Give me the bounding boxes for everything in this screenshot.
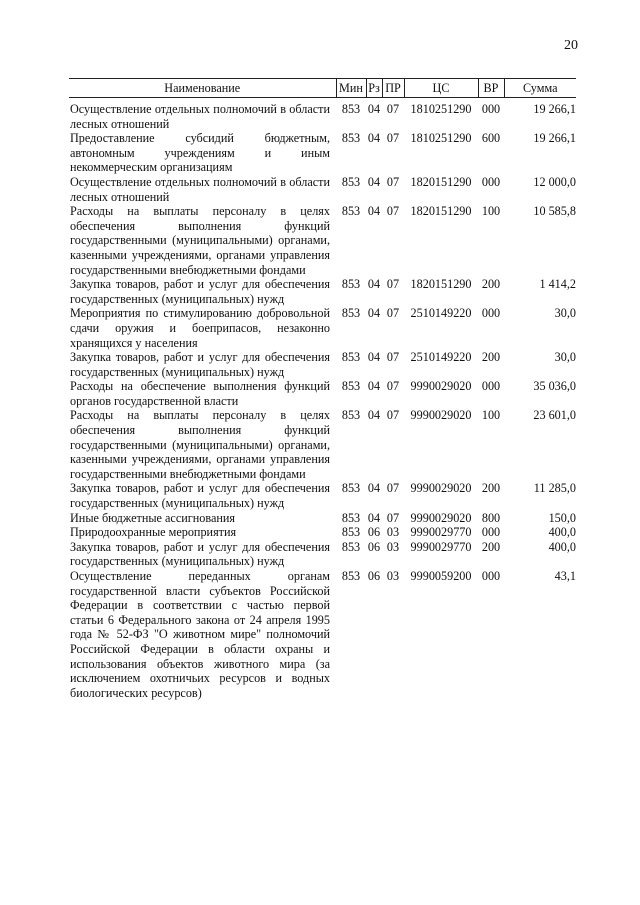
header-min: Мин: [336, 79, 366, 98]
row-pr: 07: [386, 379, 400, 394]
row-pr: 07: [386, 481, 400, 496]
header-vr: ВР: [478, 79, 504, 98]
row-name: Расходы на выплаты персоналу в целях обеспечения выполнения функций государственными (муниципальными) органами, казенными учреждениями, органами управления государственными внебюджетными фондами: [70, 204, 330, 277]
row-cs: 2510149220: [410, 306, 472, 321]
table-row: [69, 379, 576, 408]
table-row: [69, 511, 576, 526]
row-pr: 03: [386, 525, 400, 540]
row-cs: 9990029020: [410, 379, 472, 394]
row-pr: 07: [386, 102, 400, 116]
row-vr: 100: [481, 204, 501, 219]
row-sum: 10 585,8: [533, 204, 576, 219]
row-vr: 200: [481, 277, 501, 292]
table-row: [69, 540, 576, 569]
row-vr: 000: [481, 102, 501, 116]
row-rz: 04: [367, 131, 381, 146]
row-cs: 9990029020: [410, 481, 472, 496]
row-cs: 1820151290: [410, 277, 472, 292]
row-name: Осуществление отдельных полномочий в области лесных отношений: [70, 102, 330, 131]
row-sum: 23 601,0: [533, 408, 576, 423]
row-min: 853: [341, 569, 361, 583]
row-sum: 43,1: [554, 569, 576, 583]
row-rz: 06: [367, 569, 381, 583]
table-row: [69, 204, 576, 277]
row-name: Закупка товаров, работ и услуг для обеспечения государственных (муниципальных) нужд: [70, 277, 330, 306]
row-min: 853: [341, 408, 361, 423]
row-min: 853: [341, 277, 361, 292]
header-rz: Рз: [366, 79, 382, 98]
row-pr: 07: [386, 204, 400, 219]
row-name: Закупка товаров, работ и услуг для обеспечения государственных (муниципальных) нужд: [70, 481, 330, 511]
row-pr: 07: [386, 174, 400, 189]
row-cs: 9990029770: [410, 525, 472, 540]
table-row: [69, 102, 576, 131]
page-number: 20: [564, 38, 578, 53]
row-sum: 35 036,0: [533, 379, 576, 394]
row-min: 853: [341, 102, 361, 116]
row-sum: 30,0: [554, 306, 576, 321]
row-cs: 9990029020: [410, 408, 472, 423]
row-name: Иные бюджетные ассигнования: [70, 510, 236, 525]
row-sum: 11 285,0: [533, 481, 576, 496]
row-rz: 04: [367, 102, 381, 116]
row-sum: 12 000,0: [533, 174, 576, 189]
row-min: 853: [341, 174, 361, 189]
row-pr: 03: [386, 569, 400, 583]
budget-table: [69, 78, 576, 700]
row-vr: 100: [481, 408, 501, 423]
row-pr: 07: [386, 510, 400, 525]
row-pr: 07: [386, 350, 400, 365]
row-cs: 2510149220: [410, 350, 472, 365]
row-rz: 06: [367, 525, 381, 540]
header-cs: ЦС: [404, 79, 478, 98]
row-pr: 07: [386, 408, 400, 423]
row-name: Природоохранные мероприятия: [70, 525, 237, 540]
table-row: [69, 277, 576, 306]
row-min: 853: [341, 510, 361, 525]
row-cs: 1810251290: [410, 131, 472, 146]
row-name: Осуществление отдельных полномочий в области лесных отношений: [70, 174, 330, 204]
table-row: [69, 569, 576, 700]
row-vr: 000: [481, 306, 501, 321]
row-min: 853: [341, 525, 361, 540]
row-name: Расходы на выплаты персоналу в целях обеспечения выполнения функций государственными (муниципальными) органами, казенными учреждениями, органами управления государственными внебюджетными фондами: [70, 408, 330, 481]
table-row: [69, 481, 576, 510]
header-pr: ПР: [382, 79, 404, 98]
row-min: 853: [341, 539, 361, 554]
row-vr: 600: [481, 131, 501, 146]
row-rz: 04: [367, 204, 381, 219]
row-cs: 9990029020: [410, 510, 472, 525]
row-vr: 200: [481, 539, 501, 554]
row-vr: 000: [481, 379, 501, 394]
table-row: [69, 525, 576, 540]
row-min: 853: [341, 379, 361, 394]
row-cs: 1810251290: [410, 102, 472, 116]
table-row: [69, 350, 576, 379]
row-pr: 07: [386, 131, 400, 146]
row-cs: 1820151290: [410, 204, 472, 219]
row-name: Предоставление субсидий бюджетным, автономным учреждениям и иным некоммерческим организациям: [70, 131, 330, 175]
row-rz: 04: [367, 174, 381, 189]
row-pr: 03: [386, 539, 400, 554]
row-cs: 9990029770: [410, 539, 472, 554]
row-name: Осуществление переданных органам государственной власти субъектов Российской Федерации в соответствии с частью первой статьи 6 Федерального закона от 24 апреля 1995 года № 52-ФЗ "О животном мире" полномочий Российской Федерации в области охраны и использования объектов животного мира (за исключением охотничьих ресурсов и водных биологических ресурсов): [70, 569, 330, 700]
table-row: [69, 408, 576, 481]
row-name: Расходы на обеспечение выполнения функций органов государственной власти: [70, 379, 330, 408]
row-rz: 06: [367, 539, 381, 554]
row-name: Закупка товаров, работ и услуг для обеспечения государственных (муниципальных) нужд: [70, 539, 330, 569]
row-rz: 04: [367, 350, 381, 365]
table-header-row: [69, 79, 576, 98]
header-name: Наименование: [69, 79, 336, 98]
row-sum: 30,0: [554, 350, 576, 365]
row-min: 853: [341, 131, 361, 146]
table-row: [69, 175, 576, 204]
row-sum: 400,0: [548, 539, 576, 554]
row-rz: 04: [367, 408, 381, 423]
row-min: 853: [341, 306, 361, 321]
table-row: [69, 131, 576, 175]
row-sum: 1 414,2: [539, 277, 576, 292]
row-rz: 04: [367, 510, 381, 525]
row-sum: 19 266,1: [533, 131, 576, 146]
row-cs: 1820151290: [410, 174, 472, 189]
row-rz: 04: [367, 379, 381, 394]
row-vr: 000: [481, 569, 501, 583]
row-vr: 200: [481, 350, 501, 365]
row-pr: 07: [386, 306, 400, 321]
row-min: 853: [341, 481, 361, 496]
row-vr: 000: [481, 174, 501, 189]
table-row: [69, 306, 576, 350]
row-sum: 150,0: [548, 510, 576, 525]
row-min: 853: [341, 350, 361, 365]
row-rz: 04: [367, 306, 381, 321]
header-sum: Сумма: [504, 79, 576, 98]
row-vr: 800: [481, 510, 501, 525]
row-name: Закупка товаров, работ и услуг для обеспечения государственных (муниципальных) нужд: [70, 350, 330, 379]
row-cs: 9990059200: [410, 569, 472, 583]
row-rz: 04: [367, 481, 381, 496]
row-rz: 04: [367, 277, 381, 292]
row-vr: 000: [481, 525, 501, 540]
row-min: 853: [341, 204, 361, 219]
row-name: Мероприятия по стимулированию добровольной сдачи оружия и боеприпасов, незаконно хранящихся у населения: [70, 306, 330, 350]
row-sum: 19 266,1: [533, 102, 576, 116]
row-sum: 400,0: [548, 525, 576, 540]
row-pr: 07: [386, 277, 400, 292]
row-vr: 200: [481, 481, 501, 496]
